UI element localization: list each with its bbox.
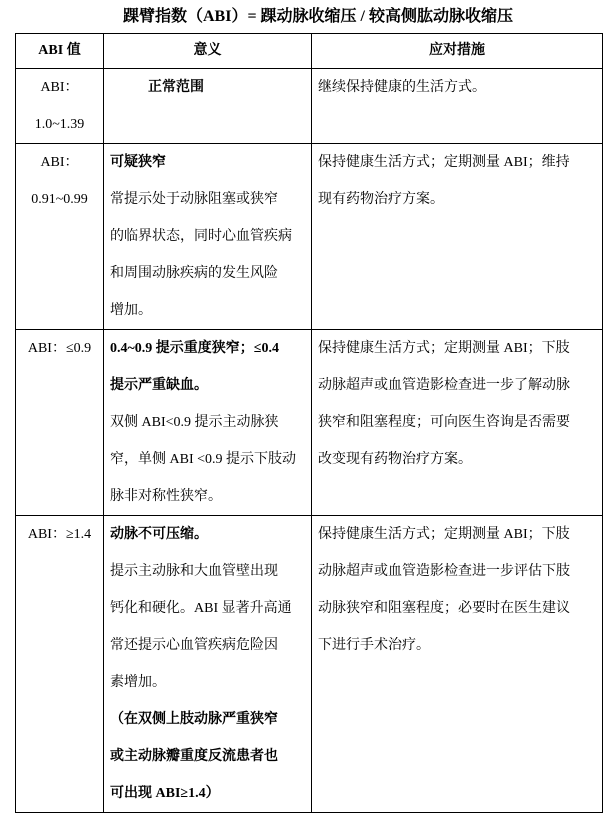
table-row [16, 69, 603, 144]
table-header-row [16, 34, 603, 69]
abi-table [15, 33, 603, 813]
action-line: 继续保持健康的生活方式。 [318, 80, 486, 95]
meaning-bold-line: 可疑狭窄 [110, 155, 166, 170]
meaning-line: 增加。 [110, 303, 152, 318]
header-meaning: 意义 [104, 34, 312, 69]
meaning-line: 常还提示心血管疾病危险因 [110, 638, 278, 653]
abi-line: 1.0~1.39 [34, 117, 85, 132]
meaning-cell [104, 69, 312, 144]
meaning-line: 钙化和硬化。ABI 显著升高通 [110, 601, 292, 616]
abi-value-cell [16, 144, 104, 330]
action-cell [312, 516, 603, 813]
meaning-bold-line: 正常范围 [148, 80, 204, 95]
meaning-line: 提示主动脉和大血管壁出现 [110, 564, 278, 579]
meaning-line: 窄，单侧 ABI <0.9 提示下肢动 [110, 452, 297, 467]
header-abi-value: ABI 值 [16, 34, 104, 69]
meaning-line: 双侧 ABI<0.9 提示主动脉狭 [110, 415, 279, 430]
abi-line: ABI：≤0.9 [27, 341, 92, 356]
meaning-bold-line: 0.4~0.9 提示重度狭窄；≤0.4 [110, 341, 279, 356]
meaning-bold-after-line: （在双侧上肢动脉严重狭窄 [110, 712, 278, 727]
action-line: 保持健康生活方式；定期测量 ABI；下肢 [318, 341, 570, 356]
abi-value-cell [16, 516, 104, 813]
meaning-bold-line: 提示严重缺血。 [110, 378, 208, 393]
abi-line: 0.91~0.99 [31, 192, 88, 207]
meaning-line: 脉非对称性狭窄。 [110, 489, 222, 504]
action-line: 保持健康生活方式；定期测量 ABI；下肢 [318, 527, 570, 542]
table-row [16, 144, 603, 330]
action-line: 保持健康生活方式；定期测量 ABI；维持 [318, 155, 570, 170]
meaning-bold-after-line: 或主动脉瓣重度反流患者也 [110, 749, 278, 764]
meaning-line: 的临界状态，同时心血管疾病 [110, 229, 292, 244]
meaning-cell [104, 516, 312, 813]
action-line: 改变现有药物治疗方案。 [318, 452, 472, 467]
abi-line: ABI： [40, 80, 79, 95]
abi-value-cell [16, 69, 104, 144]
table-row [16, 516, 603, 813]
abi-line: ABI： [40, 155, 79, 170]
action-line: 动脉狭窄和阻塞程度；必要时在医生建议 [318, 601, 570, 616]
meaning-cell [104, 144, 312, 330]
header-actions: 应对措施 [312, 34, 603, 69]
action-line: 动脉超声或血管造影检查进一步了解动脉 [318, 378, 570, 393]
meaning-bold-line: 动脉不可压缩。 [110, 527, 208, 542]
meaning-line: 和周围动脉疾病的发生风险 [110, 266, 278, 281]
abi-line: ABI：≥1.4 [27, 527, 92, 542]
meaning-line: 常提示处于动脉阻塞或狭窄 [110, 192, 278, 207]
meaning-bold-after-line: 可出现 ABI≥1.4） [110, 786, 220, 801]
meaning-cell [104, 330, 312, 516]
action-line: 动脉超声或血管造影检查进一步评估下肢 [318, 564, 570, 579]
action-cell [312, 144, 603, 330]
table-row [16, 330, 603, 516]
page-title: 踝臂指数（ABI）= 踝动脉收缩压 / 较高侧肱动脉收缩压 [122, 8, 514, 25]
action-line: 狭窄和阻塞程度；可向医生咨询是否需要 [318, 415, 570, 430]
action-line: 下进行手术治疗。 [318, 638, 430, 653]
meaning-line: 素增加。 [110, 675, 166, 690]
action-cell [312, 69, 603, 144]
action-line: 现有药物治疗方案。 [318, 192, 444, 207]
abi-value-cell [16, 330, 104, 516]
action-cell [312, 330, 603, 516]
